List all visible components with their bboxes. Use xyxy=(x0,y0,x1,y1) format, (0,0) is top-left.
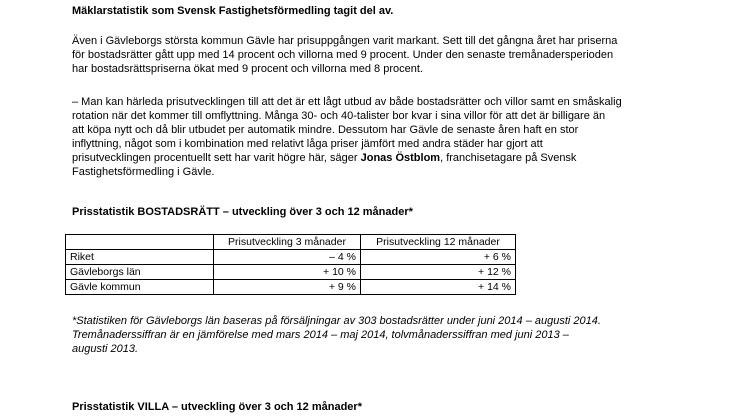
intro-line: Mäklarstatistik som Svensk Fastighetsförmedling tagit del av. xyxy=(72,5,394,17)
table-header-cell xyxy=(66,235,214,250)
quote-text: , franchisetagare på Svensk xyxy=(440,152,577,164)
table-cell-value: – 4 % xyxy=(214,250,361,265)
text-line: Även i Gävleborgs största kommun Gävle har prisuppgången varit markant. Sett till det gångna året har priserna xyxy=(72,35,618,47)
text-line: rotation när det kommer till omflyttning. Många 30- och 40-talister bor kvar i sina villor för att det är billigare än xyxy=(72,110,606,122)
paragraph-gavle xyxy=(72,34,617,76)
table-row xyxy=(66,280,516,295)
price-stats-table xyxy=(65,234,516,295)
text-line xyxy=(72,151,622,165)
text-line: att köpa nytt och då blir utbudet per automatik mindre. Dessutom har Gävle de senaste åren haft en stor xyxy=(72,124,579,136)
table-header-cell: Prisutveckling 3 månader xyxy=(214,235,361,250)
table-header-row xyxy=(66,235,516,250)
table-cell-value: + 12 % xyxy=(361,265,516,280)
table-row xyxy=(66,265,516,280)
table-cell-region: Riket xyxy=(66,250,214,265)
text-line: för bostadsrätter gått upp med 14 procent och villorna med 9 procent. Under den senaste tremånadersperioden xyxy=(72,49,614,61)
footnote xyxy=(72,314,601,356)
quote-person-name: Jonas Östblom xyxy=(360,152,441,164)
heading-bostadsratt: Prisstatistik BOSTADSRÄTT – utveckling över 3 och 12 månader* xyxy=(72,206,413,218)
table-header-cell: Prisutveckling 12 månader xyxy=(361,235,516,250)
table-row xyxy=(66,250,516,265)
table-cell-value: + 14 % xyxy=(361,280,516,295)
text-line: – Man kan härleda prisutvecklingen till att det är ett lågt utbud av både bostadsrätter och villor samt en småskalig xyxy=(72,96,622,108)
heading-villa: Prisstatistik VILLA – utveckling över 3 och 12 månader* xyxy=(72,401,362,413)
table-cell-value: + 6 % xyxy=(361,250,516,265)
paragraph-quote xyxy=(72,95,622,179)
table-cell-value: + 9 % xyxy=(214,280,361,295)
footnote-line: *Statistiken för Gävleborgs län baseras på försäljningar av 303 bostadsrätter under juni 2014 – augusti 2014. xyxy=(72,315,601,327)
text-line: Fastighetsförmedling i Gävle. xyxy=(72,166,215,178)
quote-text: prisutvecklingen procentuellt sett har varit högre här, säger xyxy=(72,152,361,164)
footnote-line: Tremånaderssiffran är en jämförelse med mars 2014 – maj 2014, tolvmånaderssiffran med juni 2013 – xyxy=(72,329,569,341)
text-line: har bostadsrättspriserna ökat med 9 procent och villorna med 8 procent. xyxy=(72,63,423,75)
table-cell-region: Gävleborgs län xyxy=(66,265,214,280)
table-cell-value: + 10 % xyxy=(214,265,361,280)
text-line: inflyttning, något som i kombination med relativt låga priser jämfört med andra städer har gjort att xyxy=(72,138,543,150)
footnote-line: augusti 2013. xyxy=(72,343,139,355)
table-cell-region: Gävle kommun xyxy=(66,280,214,295)
